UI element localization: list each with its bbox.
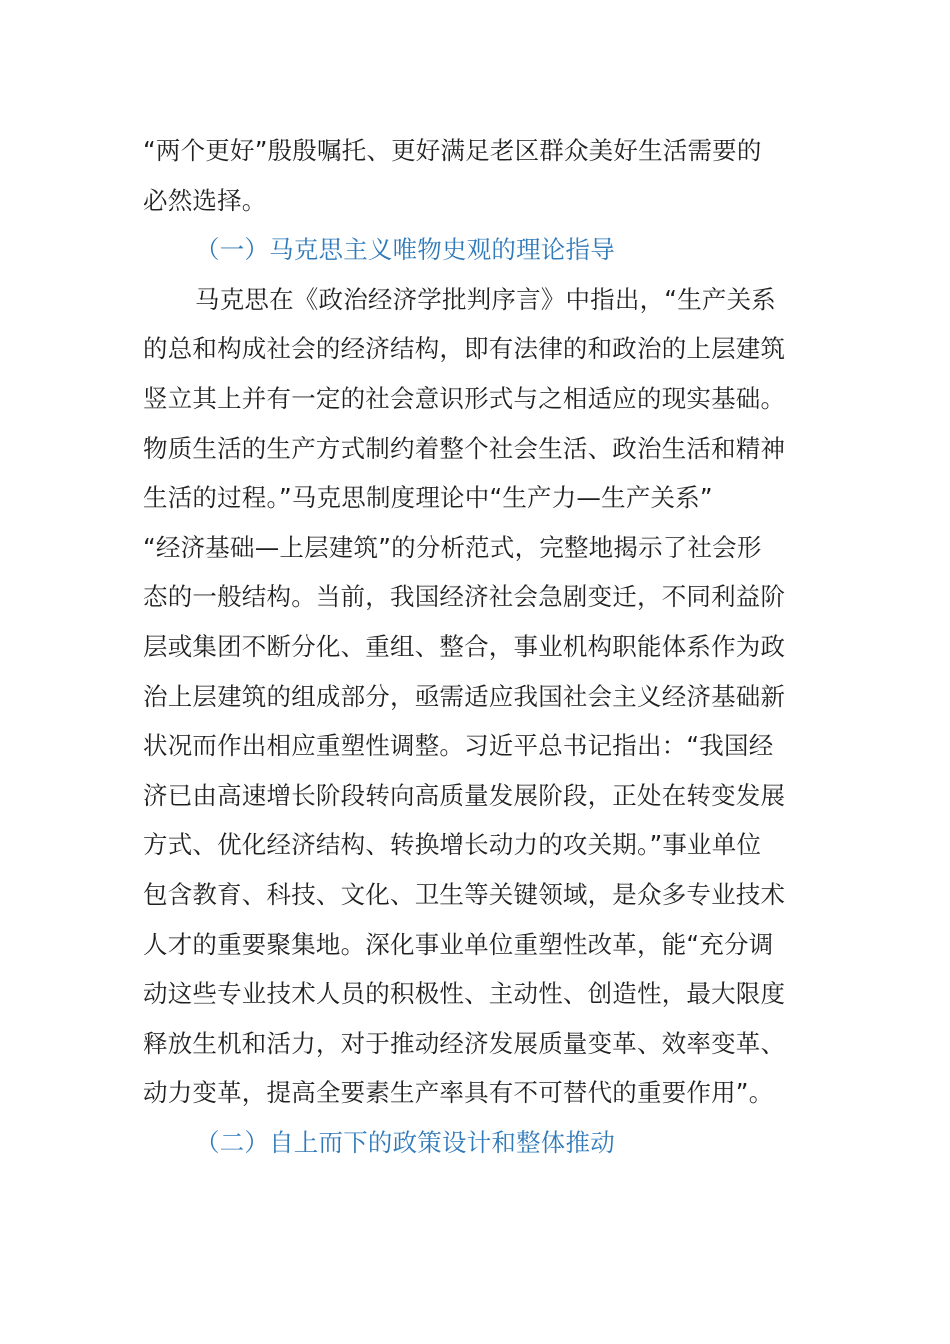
intro-paragraph bbox=[143, 126, 793, 225]
paragraph-line: 动力变革，提高全要素生产率具有不可替代的重要作用”。 bbox=[143, 1078, 774, 1108]
section-heading-1: （一）马克思主义唯物史观的理论指导 bbox=[195, 235, 615, 265]
paragraph-line: 物质生活的生产方式制约着整个社会生活、政治生活和精神 bbox=[143, 433, 786, 463]
paragraph-line: “经济基础—上层建筑”的分析范式，完整地揭示了社会形 bbox=[143, 532, 762, 562]
paragraph-line: 竖立其上并有一定的社会意识形式与之相适应的现实基础。 bbox=[143, 383, 786, 413]
paragraph-line: 包含教育、科技、文化、卫生等关键领域，是众多专业技术 bbox=[143, 879, 786, 909]
paragraph-line: 的总和构成社会的经济结构，即有法律的和政治的上层建筑 bbox=[143, 334, 786, 364]
paragraph-line: 必然选择。 bbox=[143, 185, 267, 215]
paragraph-line: 马克思在《政治经济学批判序言》中指出，“生产关系 bbox=[195, 284, 776, 314]
paragraph-line: “两个更好”殷殷嘱托、更好满足老区群众美好生活需要的 bbox=[143, 136, 762, 165]
paragraph-line: 生活的过程。”马克思制度理论中“生产力—生产关系” bbox=[143, 483, 713, 513]
paragraph-line: 治上层建筑的组成部分，亟需适应我国社会主义经济基础新 bbox=[143, 681, 786, 711]
paragraph-line: 人才的重要聚集地。深化事业单位重塑性改革，能“充分调 bbox=[143, 929, 774, 959]
paragraph-line: 态的一般结构。当前，我国经济社会急剧变迁，不同利益阶 bbox=[143, 582, 786, 612]
paragraph-line: 释放生机和活力，对于推动经济发展质量变革、效率变革、 bbox=[143, 1028, 786, 1058]
section-1-paragraph bbox=[143, 275, 793, 1118]
paragraph-line: 动这些专业技术人员的积极性、主动性、创造性，最大限度 bbox=[143, 979, 786, 1009]
section-heading-2: （二）自上而下的政策设计和整体推动 bbox=[195, 1127, 615, 1157]
document-body bbox=[143, 126, 793, 1167]
paragraph-line: 济已由高速增长阶段转向高质量发展阶段，正处在转变发展 bbox=[143, 780, 786, 810]
paragraph-line: 状况而作出相应重塑性调整。习近平总书记指出：“我国经 bbox=[143, 731, 774, 761]
paragraph-line: 层或集团不断分化、重组、整合，事业机构职能体系作为政 bbox=[143, 631, 786, 661]
paragraph-line: 方式、优化经济结构、转换增长动力的攻关期。”事业单位 bbox=[143, 830, 762, 860]
